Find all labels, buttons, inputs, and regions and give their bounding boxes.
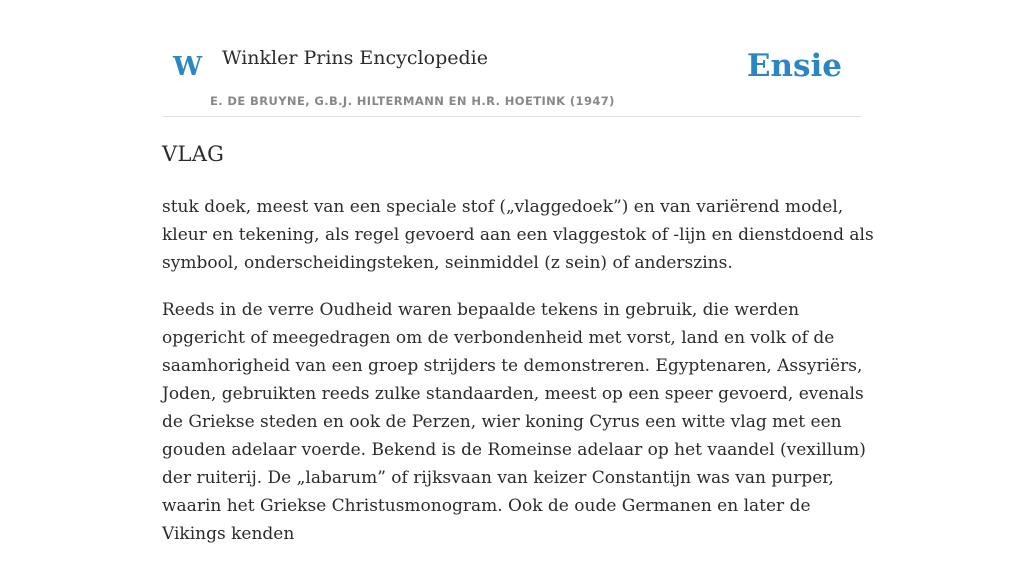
entry-title: VLAG — [162, 142, 225, 166]
book-authors: E. DE BRUYNE, G.B.J. HILTERMANN EN H.R. HOETINK (1947) — [210, 94, 615, 108]
entry-body — [162, 193, 874, 567]
ensie-logo[interactable]: Ensie — [746, 48, 842, 84]
entry-paragraph: stuk doek, meest van een speciale stof („vlaggedoek”) en van variërend model, kleur en tekening, als regel gevoerd aan een vlaggestok of -lijn en dienstdoend als symbool, onderscheidingsteken, seinmiddel (z sein) of anderszins. — [162, 197, 874, 273]
winkler-prins-logo[interactable]: W — [173, 52, 203, 82]
book-header — [162, 36, 862, 117]
entry-paragraph: Reeds in de verre Oudheid waren bepaalde tekens in gebruik, die werden opgericht of meegedragen om de verbondenheid met vorst, land en volk of de saamhorigheid van een groep strijders te demonstreren. Egyptenaren, Assyriërs, Joden, gebruikten reeds zulke standaarden, meest op een speer gevoerd, evenals de Griekse steden en ook de Perzen, wier koning Cyrus een witte vlag met een gouden adelaar voerde. Bekend is de Romeinse adelaar op het vaandel (vexillum) der ruiterij. De „labarum” of rijksvaan van keizer Constantijn was van purper, waarin het Griekse Christusmonogram. Ook de oude Germanen en later de Vikings kenden — [162, 300, 866, 544]
book-title[interactable]: Winkler Prins Encyclopedie — [222, 47, 488, 69]
